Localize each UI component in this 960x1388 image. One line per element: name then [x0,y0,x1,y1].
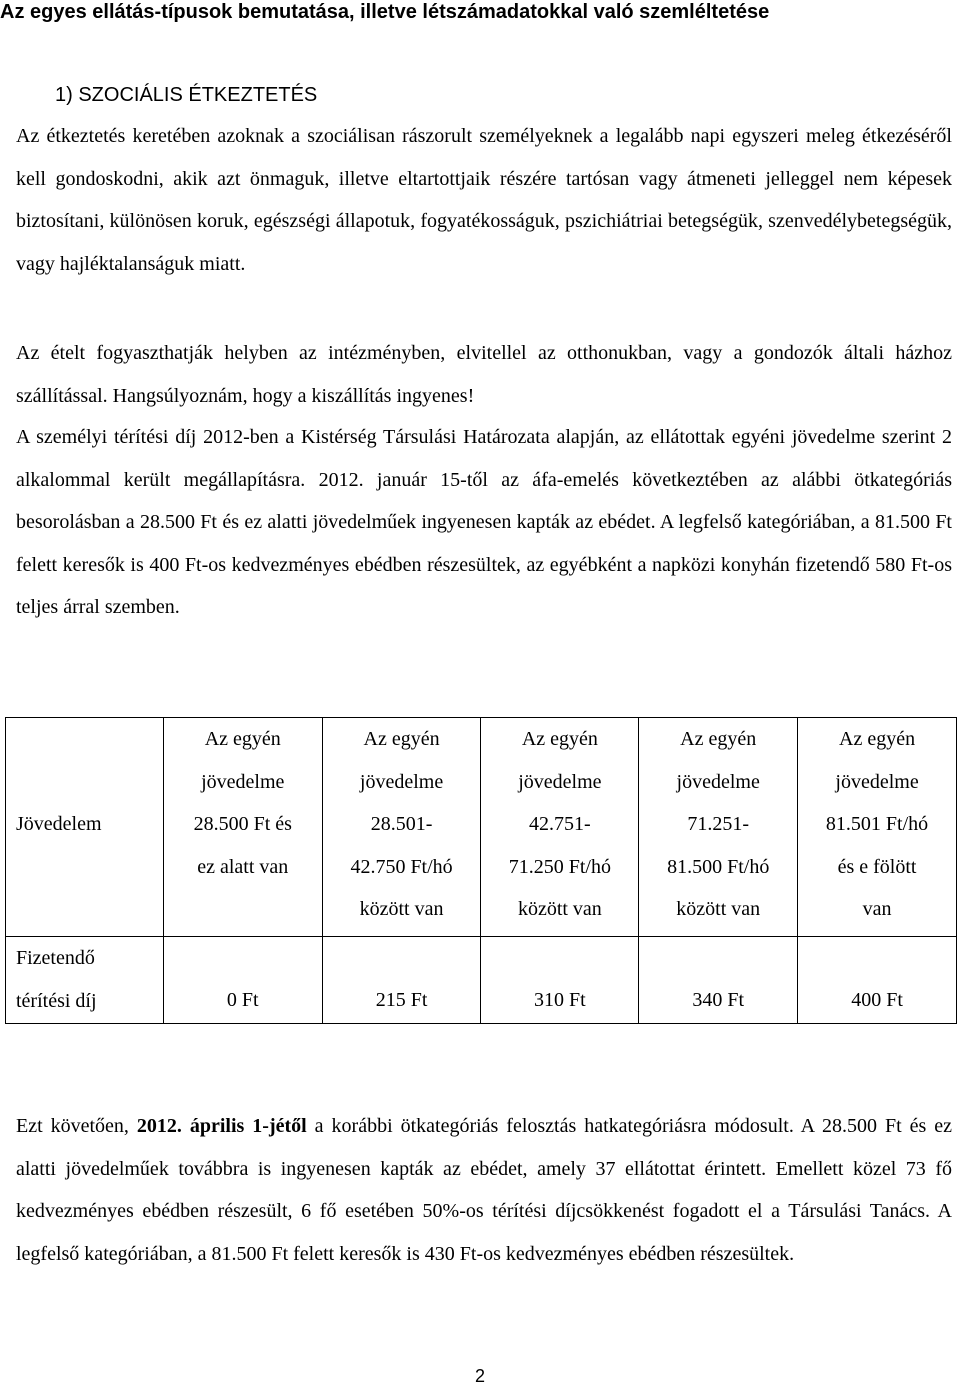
paragraph-fees: A személyi térítési díj 2012-ben a Kistérség Társulási Határozata alapján, az ellátottak egyéni jövedelme szerint 2 alkalommal került megállapításra. 2012. január 15-től az áfa-emelés következtében az alábbi ötkategóriás besorolásban a 28.500 Ft és ez alatti jövedelműek ingyenesen kapták az ebédet. A legfelső kategóriában, a 81.500 Ft felett keresők is 400 Ft-os kedvezményes ebédben részesültek, az egyébként a napközi konyhán fizetendő 580 Ft-os teljes árral szemben. [16,426,952,619]
table-cell-category-4 [639,718,798,937]
category-2-line-5: között van [359,898,444,921]
table-cell-income-label [6,718,164,937]
paragraph-eligibility: Az étkeztetés keretében azoknak a szociálisan rászorult személyeknek a legalább napi egyszeri meleg étkezéséről kell gondoskodni, akik azt önmaguk, illetve eltartottjaik részére tartósan vagy átmeneti jelleggel nem képesek biztosítani, különösen koruk, egészségi állapotuk, fogyatékosságuk, pszichiátriai betegségük, szenvedélybetegségük, vagy hajléktalanságuk miatt. [16,125,952,275]
april-date-bold: 2012. április 1-jétől [136,1115,307,1137]
category-2-line-1: Az egyén [363,728,440,750]
category-4-line-5: között van [676,898,761,921]
fee-label-line-2: térítési díj [16,989,97,1012]
table-cell-fee-2 [322,937,481,1024]
table-cell-fee-3 [481,937,639,1024]
category-2-line-3: 28.501- [370,813,433,836]
category-3-line-3: 42.751- [529,813,591,836]
table-cell-fee-label [6,937,164,1024]
fee-value-3: 310 Ft [534,989,586,1011]
category-3-line-1: Az egyén [521,728,598,750]
category-5-line-1: Az egyén [839,728,916,750]
table-row-income [6,718,957,937]
category-5-line-5: van [862,898,892,921]
fee-value-5: 400 Ft [851,989,903,1011]
category-3-line-2: jövedelme [518,770,602,793]
category-3-line-5: között van [517,898,602,921]
category-1-line-2: jövedelme [201,770,285,793]
page-heading: Az egyes ellátás-típusok bemutatása, illetve létszámadatokkal való szemléltetése [0,1,770,23]
april-text-rest: a korábbi ötkategóriás felosztás hatkategóriásra módosult. A 28.500 Ft és ez alatti jövedelműek továbbra is ingyenesen kapták az ebédet, amely 37 ellátottat érintett. Emellett közel 73 fő kedvezményes ebédben részesült, 6 fő esetében 50%-os térítési díjcsökkenést fogadott el a Társulási Tanács. A legfelső kategóriában, a 81.500 Ft felett keresők is 430 Ft-os kedvezményes ebédben részesültek. [16,1115,952,1265]
category-4-line-4: 81.500 Ft/hó [667,855,770,878]
table-row-fee [6,937,957,1024]
fee-value-1: 0 Ft [226,989,259,1011]
category-5-line-2: jövedelme [835,770,919,793]
category-5-line-4: és e fölött [837,855,917,878]
section-title: 1) SZOCIÁLIS ÉTKEZTETÉS [55,84,318,106]
table-cell-category-2 [322,718,481,937]
category-5-line-3: 81.501 Ft/hó [825,813,929,836]
category-4-line-3: 71.251- [687,813,750,836]
category-2-line-2: jövedelme [359,770,444,793]
fee-value-2: 215 Ft [375,989,428,1011]
table-cell-category-1 [163,718,322,937]
fee-table [5,717,957,1024]
table-cell-fee-4 [639,937,798,1024]
page-number: 2 [474,1366,485,1386]
table-cell-category-3 [481,718,639,937]
fee-value-4: 340 Ft [692,989,745,1011]
fee-label-line-1: Fizetendő [16,947,95,969]
category-1-line-3: 28.500 Ft és [193,813,292,836]
category-4-line-2: jövedelme [676,770,760,793]
income-label: Jövedelem [16,813,102,835]
table-cell-category-5 [798,718,957,937]
paragraph-april-change [16,1105,952,1275]
table-cell-fee-1 [163,937,322,1024]
category-1-line-1: Az egyén [204,728,281,750]
category-3-line-4: 71.250 Ft/hó [508,855,611,878]
category-4-line-1: Az egyén [680,728,757,750]
table-cell-fee-5 [798,937,957,1024]
april-text-start: Ezt követően, [16,1115,137,1137]
category-1-line-4: ez alatt van [197,855,289,878]
paragraph-delivery: Az ételt fogyaszthatják helyben az intézményben, elvitellel az otthonukban, vagy a gondozók általi házhoz szállítással. Hangsúlyoznám, hogy a kiszállítás ingyenes! [16,342,952,407]
category-2-line-4: 42.750 Ft/hó [350,855,453,878]
